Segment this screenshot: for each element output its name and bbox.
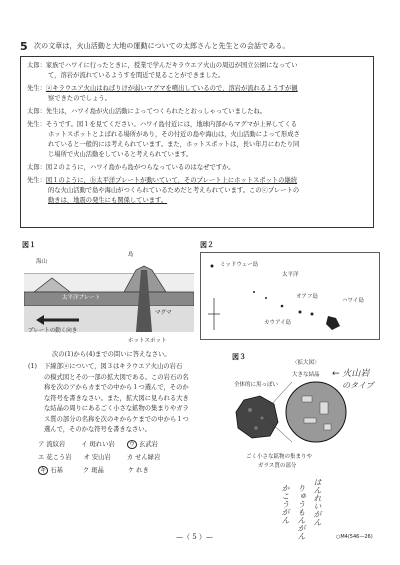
q1-number: (1) (28, 363, 37, 370)
dialog-line: 的な火山活動で島や海山がつくられているためだと考えられています。このⓒプレートの (48, 187, 300, 194)
handwritten-kana: はんれいがん (313, 478, 322, 526)
dialog-line: 太郎：先生は，ハワイ島が火山活動によってつくられたとおっしゃっていましたね。 (27, 108, 267, 115)
handwritten-note-2: のタイプ (342, 381, 374, 390)
small-minerals-label-2: ガラス質の部分 (258, 463, 297, 469)
handwritten-note: ← 火山岩 (332, 369, 370, 379)
hotspot-label: ホットスポット (128, 338, 167, 344)
dialog-line: 動きは，地震の発生にも関係しています。 (48, 197, 168, 204)
dialog-line: 先生：図１のように，ⓑ太平洋プレートが動いていて，そのプレート上にホットスポットの継続 (27, 177, 298, 184)
dialog-line: 太郎：図２のように，ハワイ島から島がつらなっているのはなぜですか。 (27, 164, 235, 171)
hawaii-label: ハワイ島 (342, 298, 364, 304)
dialog-line: て，溶岩が流れているようすを間近で見ることができました。 (48, 72, 225, 79)
pacific-label: 太平洋 (282, 272, 299, 278)
large-crystal-label: 大きな結晶 (292, 372, 320, 378)
dialog-line: 太郎：家族でハワイに行ったときに，授業で学んだキラウエア火山の周辺が国立公園になってい (27, 62, 298, 69)
choice-row: キ 石基 ク 斑晶 ケ れき (40, 467, 149, 474)
dialog-line: 先生：そうです。図１を見てください。ハワイ島付近には，地球内部からマグマが上昇してくる (27, 121, 298, 128)
overall-label: 全体的に黒っぽい (234, 382, 279, 388)
oahu-label: オアフ島 (296, 294, 318, 300)
handwritten-kana: かこうがん (281, 484, 290, 524)
page-code: ○M4(546—26) (336, 534, 373, 540)
seamount-label: 海山 (36, 259, 48, 265)
question-intro: 次の文章は，火山活動と大地の運動についての太郎さんと先生との会話である。 (34, 42, 290, 50)
enlarged-label: 〈拡大図〉 (292, 360, 320, 366)
dialog-line: ホットスポットとよばれる場所があり，その付近の島や海山は，火山活動によって形成さ (48, 131, 300, 138)
choice-row: エ 花こう岩 オ 安山岩 カ せん緑岩 (38, 454, 161, 461)
island-label: 島 (128, 252, 134, 258)
question-number: 5 (20, 40, 28, 53)
magma-label: マグマ (155, 310, 172, 316)
handwritten-kana: りゅうもんがん (297, 484, 306, 540)
kauai-label: カウアイ島 (264, 320, 292, 326)
figure1-label: 図１ (22, 241, 36, 249)
dialog-box (20, 56, 374, 228)
figure3-rock (230, 372, 350, 450)
plate-label: 太平洋プレート (62, 295, 101, 301)
figure2-label: 図２ (200, 241, 214, 249)
q1-text: 下線部ⓐについて，図３はキラウエア火山の岩石 の模式図とその一部の拡大図である。この岩石の名 称を次のアからカまでの中から１つ選んで，そのか な符号を書きなさい。また，拡大図に見られる大き な結晶の周りにあるごく小さな鉱物の集まりやガラ ス質の部分の名称を次のキからケまでの中から１つ 選んで，そのかな符号を書きなさい。 (44, 363, 189, 433)
choice-row: ア 流紋岩 イ 斑れい岩 ウ 玄武岩 (38, 441, 158, 448)
dialog-line: じ場所で火山活動をしていると考えられています。 (48, 151, 193, 158)
direction-label: プレートの動く向き (28, 328, 78, 334)
dialog-line: 察できたのでしょう。 (48, 95, 111, 102)
instructions: 次の(1)から(4)までの問いに答えなさい。 (52, 351, 171, 358)
dialog-line: 先生：ⓐキラウエア火山はねばりけが弱いマグマを噴出しているので，溶岩が流れるようすが観 (27, 85, 298, 92)
dialog-line: れていると一般的には考えられています。また，ホットスポットは，長い年月にわたり同 (48, 141, 300, 148)
small-minerals-label: ごく小さな鉱物の集まりや (246, 454, 313, 460)
figure3-label: 図３ (232, 353, 246, 361)
midway-label: ミッドウェー島 (220, 262, 259, 268)
page-number: —（ 5 ）— (176, 533, 213, 541)
